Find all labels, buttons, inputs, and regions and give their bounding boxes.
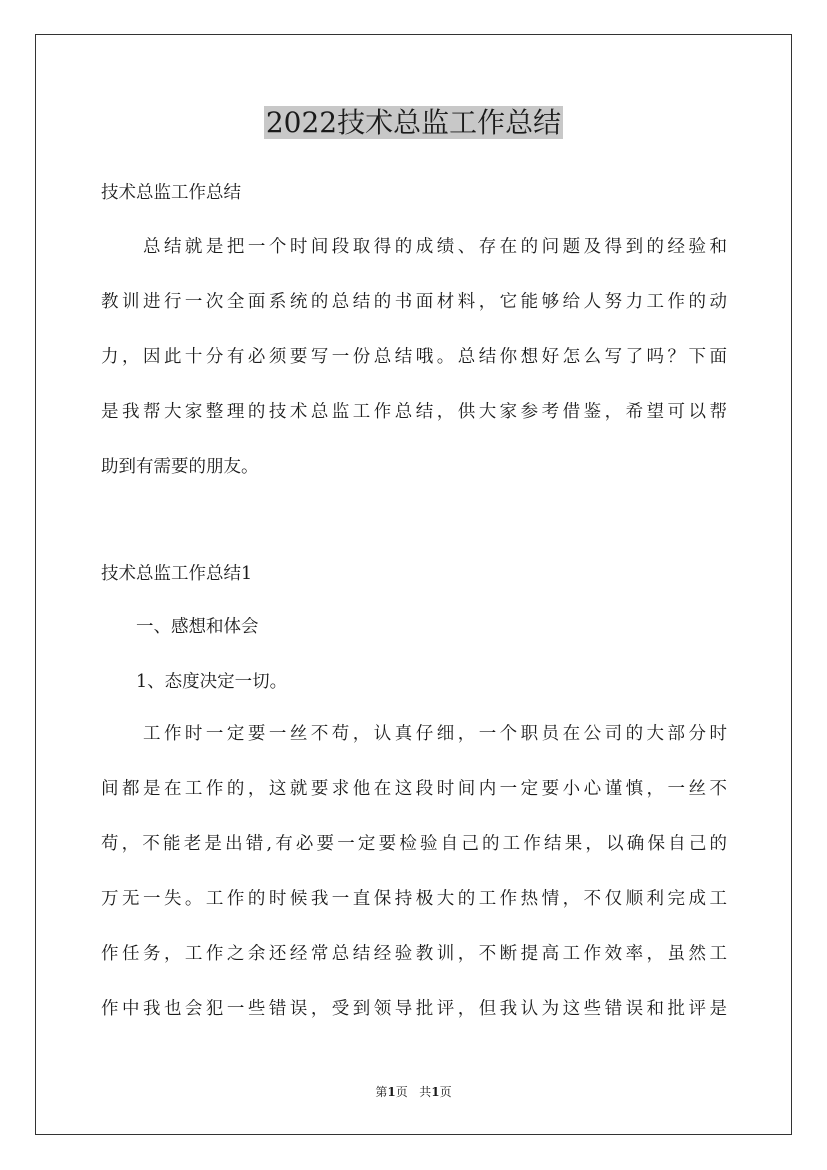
- sub-heading: 一、感想和体会: [101, 617, 259, 637]
- intro-paragraph: [101, 235, 727, 510]
- footer-total-prefix: 共: [419, 1085, 432, 1099]
- document-title-text: 2022技术总监工作总结: [265, 106, 562, 139]
- paragraph-line: 作中我也会犯一些错误，受到领导批评，但我认为这些错误和批评是: [101, 999, 727, 1019]
- paragraph-line: 间都是在工作的，这就要求他在这段时间内一定要小心谨慎，一丝不: [101, 779, 727, 799]
- footer-page-unit: 页: [395, 1085, 408, 1099]
- page-footer: [0, 1082, 827, 1102]
- paragraph-line: 是我帮大家整理的技术总监工作总结，供大家参考借鉴，希望可以帮: [101, 402, 727, 422]
- footer-total-unit: 页: [439, 1085, 452, 1099]
- footer-prefix: 第: [375, 1085, 388, 1099]
- section-heading: 技术总监工作总结1: [101, 564, 253, 584]
- body-paragraph: [101, 722, 727, 1052]
- footer-current-page: 1: [387, 1085, 396, 1099]
- document-title: [0, 101, 827, 145]
- paragraph-line: 苟，不能老是出错,有必要一定要检验自己的工作结果，以确保自己的: [101, 834, 727, 854]
- paragraph-line: 作任务，工作之余还经常总结经验教训，不断提高工作效率，虽然工: [101, 944, 727, 964]
- point-heading: 1、态度决定一切。: [101, 672, 288, 692]
- paragraph-line: 教训进行一次全面系统的总结的书面材料，它能够给人努力工作的动: [101, 292, 727, 312]
- paragraph-line: 万无一失。工作的时候我一直保持极大的工作热情，不仅顺利完成工: [101, 889, 727, 909]
- document-subtitle: 技术总监工作总结: [101, 183, 241, 203]
- footer-total-pages: 1: [431, 1085, 440, 1099]
- paragraph-line: 力，因此十分有必须要写一份总结哦。总结你想好怎么写了吗？下面: [101, 347, 727, 367]
- paragraph-line: 总结就是把一个时间段取得的成绩、存在的问题及得到的经验和: [101, 237, 727, 257]
- paragraph-line: 工作时一定要一丝不苟，认真仔细，一个职员在公司的大部分时: [101, 724, 727, 744]
- paragraph-line: 助到有需要的朋友。: [101, 457, 259, 477]
